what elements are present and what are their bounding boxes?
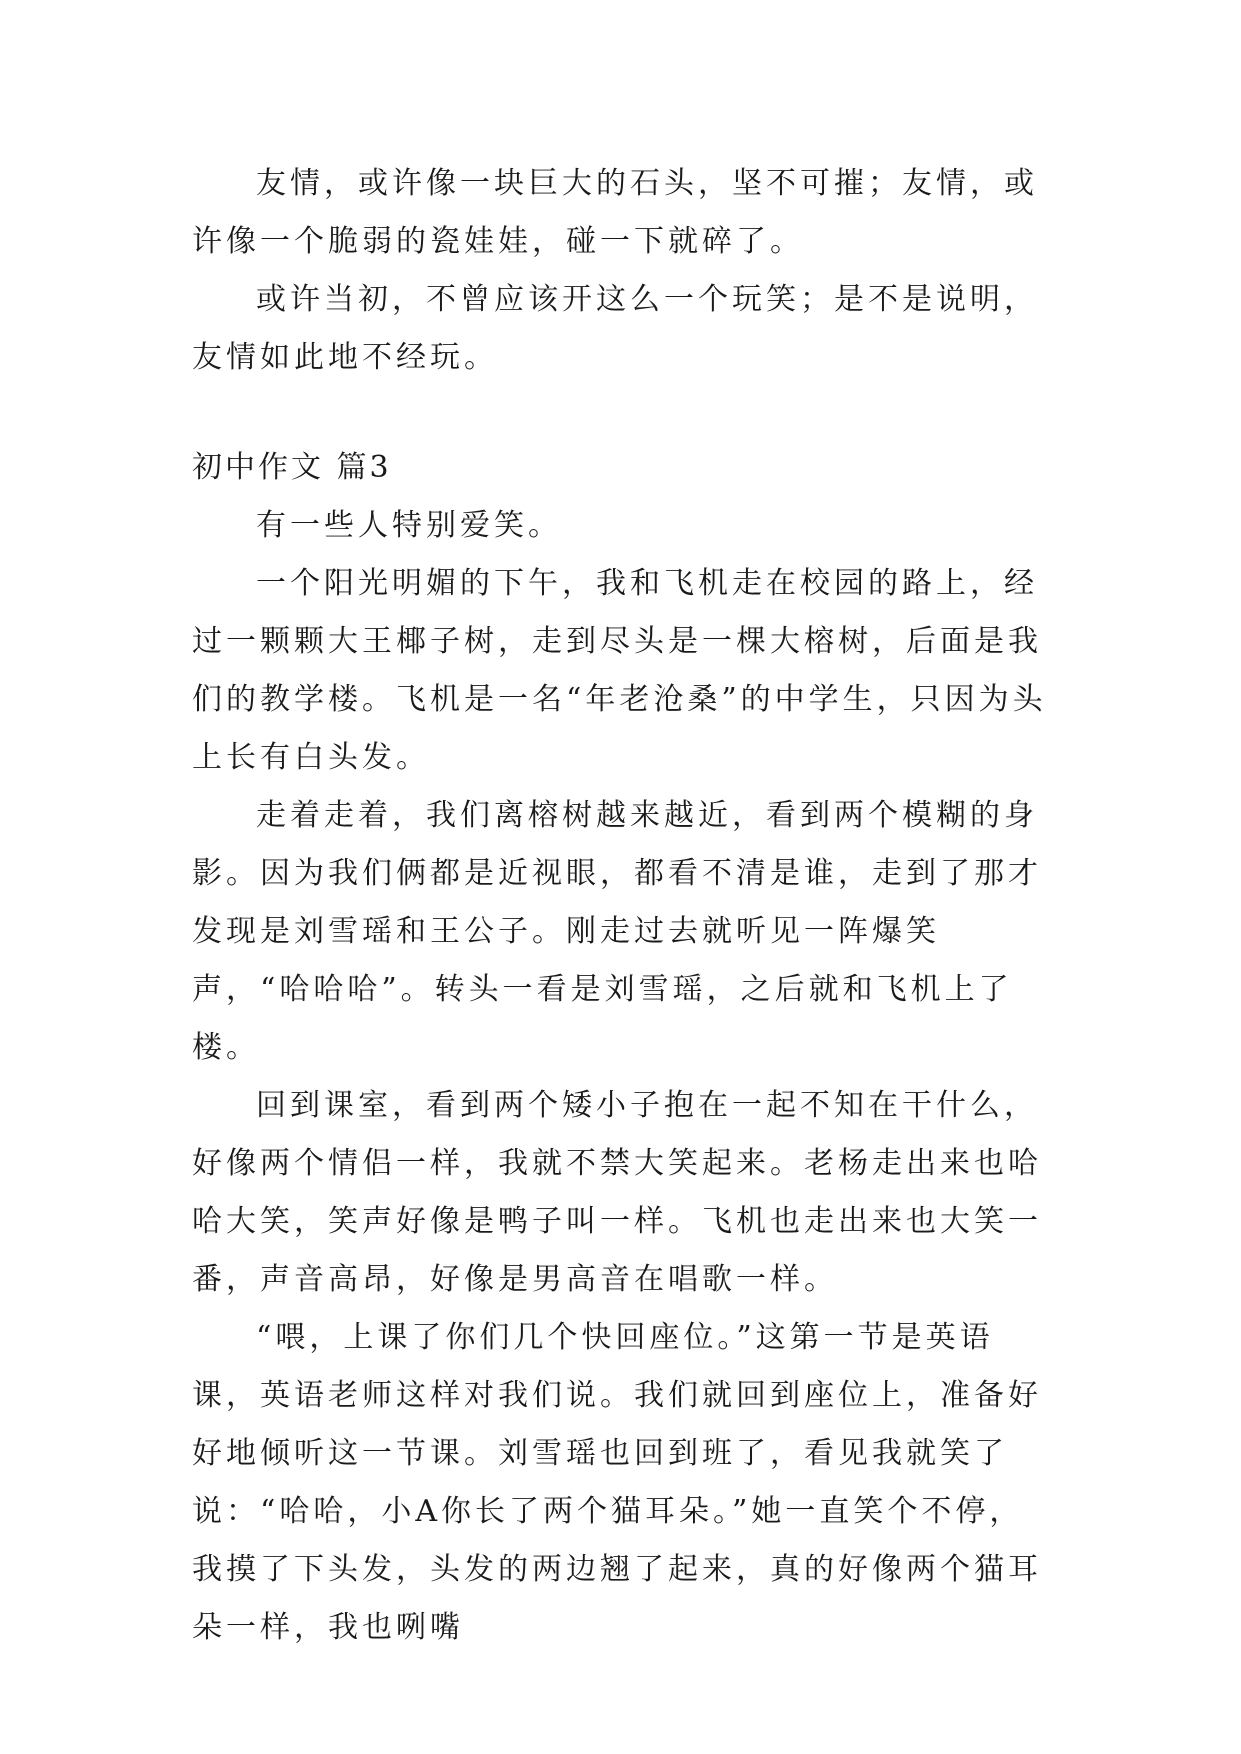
paragraph-love-to-laugh: 有一些人特别爱笑。 [256,508,562,543]
paragraph-sunny-afternoon: 一个阳光明媚的下午，我和飞机走在校园的路上，经过一颗颗大王椰子树，走到尽头是一棵大榕树，后面是我们的教学楼。飞机是一名“年老沧桑”的中学生，只因为头上长有白头发。 [192,566,1047,775]
section-heading: 初中作文 篇3 [192,450,392,485]
document-body [192,155,1052,1657]
paragraph-english-class: “喂，上课了你们几个快回座位。”这第一节是英语课，英语老师这样对我们说。我们就回到座位上，准备好好地倾听这一节课。刘雪瑶也回到班了，看见我就笑了说：“哈哈，小A你长了两个猫耳朵。”她一直笑个不停，我摸了下头发，头发的两边翘了起来，真的好像两个猫耳朵一样，我也咧嘴 [192,1320,1042,1645]
paragraph-banyan-tree: 走着走着，我们离榕树越来越近，看到两个模糊的身影。因为我们俩都是近视眼，都看不清是谁，走到了那才发现是刘雪瑶和王公子。刚走过去就听见一阵爆笑声，“哈哈哈”。转头一看是刘雪瑶，之后就和飞机上了楼。 [192,798,1042,1065]
paragraph-friendship-1: 友情，或许像一块巨大的石头，坚不可摧；友情，或许像一个脆弱的瓷娃娃，碰一下就碎了。 [192,166,1038,259]
paragraph-friendship-2: 或许当初，不曾应该开这么一个玩笑；是不是说明，友情如此地不经玩。 [192,282,1038,375]
paragraph-classroom: 回到课室，看到两个矮小子抱在一起不知在干什么，好像两个情侣一样，我就不禁大笑起来。老杨走出来也哈哈大笑，笑声好像是鸭子叫一样。飞机也走出来也大笑一番，声音高昂，好像是男高音在唱歌一样。 [192,1088,1042,1297]
